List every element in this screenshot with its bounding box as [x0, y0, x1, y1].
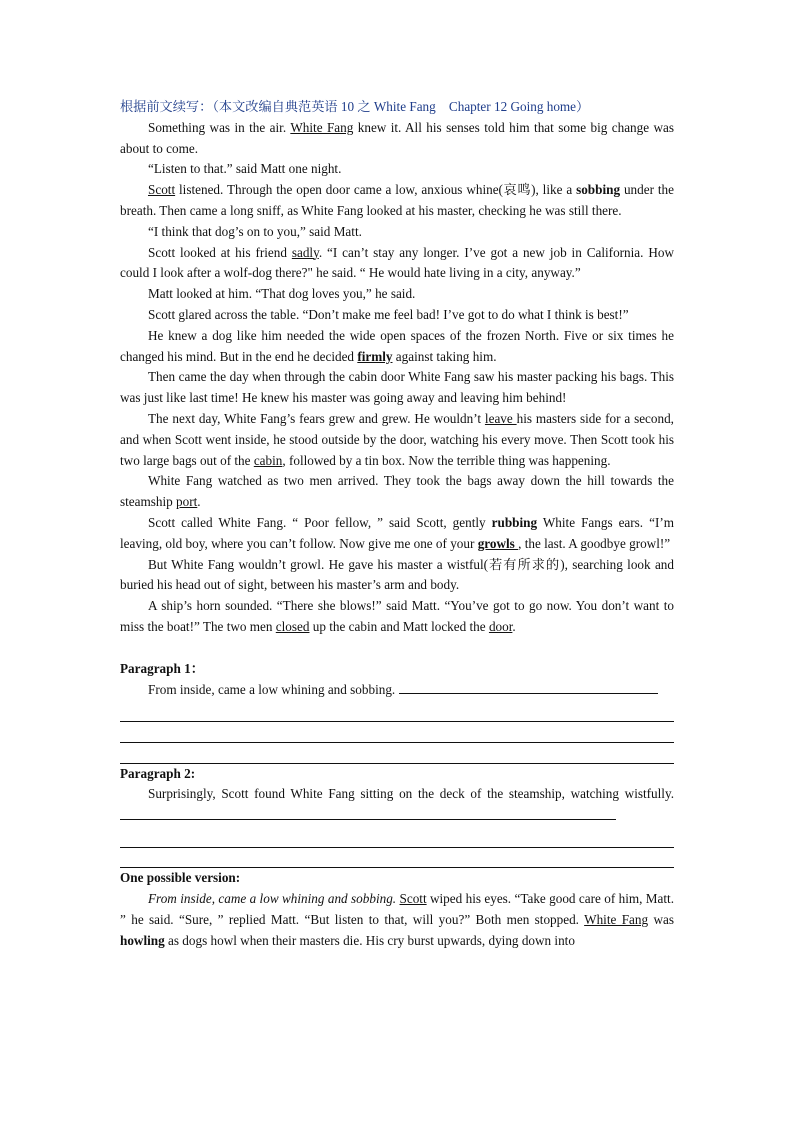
prompt-text: Surprisingly, Scott found White Fang sitting on the deck of the steamship, watching wistfully.: [148, 786, 674, 802]
story-paragraph: [120, 596, 674, 638]
text: against taking him.: [392, 348, 497, 364]
underlined-text: White Fang: [290, 119, 354, 135]
underlined-text: cabin: [253, 452, 283, 468]
text: The next day, White Fang’s fears grew and grew. He wouldn’t: [148, 410, 485, 426]
underlined-text: door: [488, 618, 513, 634]
underlined-text: leave: [484, 410, 517, 426]
story-paragraph: [120, 326, 674, 368]
answer-line[interactable]: [120, 827, 674, 848]
prompt-text: From inside, came a low whining and sobbing.: [148, 682, 396, 698]
story-paragraph: [120, 180, 674, 222]
underlined-text: sadly: [291, 244, 319, 260]
text: as dogs howl when their masters die. His cry burst upwards, dying down into: [164, 932, 575, 948]
underlined-text: Scott: [399, 891, 427, 907]
paragraph-1-prompt: [120, 679, 674, 701]
bold-underlined-text: firmly: [357, 348, 393, 364]
paragraph-1-label: Paragraph 1：: [120, 660, 204, 676]
text: under the breath. Then came a long sniff, as White Fang looked at his master, checking he was still there.: [120, 182, 674, 218]
text: .: [197, 494, 201, 510]
story-paragraph: Matt looked at him. “That dog loves you,” he said.: [148, 286, 416, 302]
story-paragraph: But White Fang wouldn’t growl. He gave his master a wistful(若有所求的), searching look and buried his head out of sight, between his master’s arm and body.: [120, 556, 674, 593]
task-heading: 根据前文续写：（本文改编自典范英语 10 之 White Fang Chapter 12 Going home）: [120, 99, 590, 114]
paragraph-2-prompt: [120, 784, 674, 827]
text: .: [512, 618, 516, 634]
bold-text: rubbing: [491, 514, 538, 530]
text: , the last. A goodbye growl!”: [518, 535, 671, 551]
text: Scott called White Fang. “ Poor fellow, ” said Scott, gently: [148, 514, 492, 530]
text: knew it. All his senses told him that some big change was about to come.: [120, 119, 675, 156]
underlined-text: closed: [275, 618, 310, 634]
text: A ship’s horn sounded. “There she blows!” said Matt. “You’ve got to go now. You don’t want to miss the boat!” The two men: [120, 598, 674, 634]
possible-version-label: One possible version:: [120, 870, 241, 886]
possible-version-text: [120, 889, 674, 951]
paragraph-2-label: Paragraph 2:: [120, 765, 196, 781]
story-paragraph: [120, 409, 674, 471]
story-paragraph: Scott glared across the table. “Don’t make me feel bad! I’ve got to do what I think is best!”: [148, 306, 629, 322]
bold-underlined-text: growls: [477, 535, 519, 551]
text: up the cabin and Matt locked the: [309, 618, 489, 634]
text: his masters side for a second, and when Scott went inside, he stood outside by the door, watching his every move. Then Scott took his two large bags out of the: [120, 410, 674, 468]
answer-line[interactable]: [120, 805, 616, 820]
answer-line[interactable]: [120, 743, 674, 764]
answer-line[interactable]: [120, 848, 674, 869]
underlined-text: White Fang: [584, 912, 649, 928]
story-paragraph: [120, 118, 674, 160]
text: He knew a dog like him needed the wide open spaces of the frozen North. Five or six times he changed his mind. But in the end he decided: [120, 327, 674, 364]
text: White Fang watched as two men arrived. They took the bags away down the hill towards the steamship: [120, 473, 674, 510]
story-paragraph: “Listen to that.” said Matt one night.: [148, 161, 342, 177]
text: , followed by a tin box. Now the terrible thing was happening.: [282, 452, 611, 468]
bold-text: howling: [120, 932, 165, 948]
worksheet-page: [120, 97, 674, 952]
italic-text: From inside, came a low whining and sobbing.: [148, 891, 397, 907]
underlined-text: Scott: [148, 182, 176, 198]
underlined-text: port: [176, 494, 198, 510]
answer-line[interactable]: [120, 722, 674, 743]
bold-text: sobbing: [576, 182, 621, 198]
text: Something was in the air.: [148, 119, 291, 135]
text: White Fangs ears. “I’m leaving, old boy, where you can’t follow. Now give me one of your: [120, 514, 674, 551]
text: was: [648, 912, 674, 928]
spacer: [120, 638, 674, 659]
story-paragraph: “I think that dog’s on to you,” said Matt.: [148, 223, 362, 239]
text: listened. Through the open door came a low, anxious whine(哀鸣), like a: [175, 182, 577, 198]
answer-line[interactable]: [120, 701, 674, 722]
text: Scott looked at his friend: [148, 244, 292, 260]
text: wiped his eyes. “Take good care of him, Matt. ” he said. “Sure, ” replied Matt. “But listen to that, will you?” Both men stopped.: [120, 891, 675, 928]
text: . “I can’t stay any longer. I’ve got a new job in California. How could I look after a wolf-dog there?" he said. “ He would hate living in a city, anyway.”: [120, 244, 674, 281]
story-paragraph: [120, 513, 674, 555]
story-paragraph: [120, 471, 674, 513]
answer-line[interactable]: [399, 679, 658, 694]
story-paragraph: Then came the day when through the cabin door White Fang saw his master packing his bags. This was just like last time! He knew his master was going away and leaving him behind!: [120, 369, 674, 406]
story-paragraph: [120, 243, 674, 285]
